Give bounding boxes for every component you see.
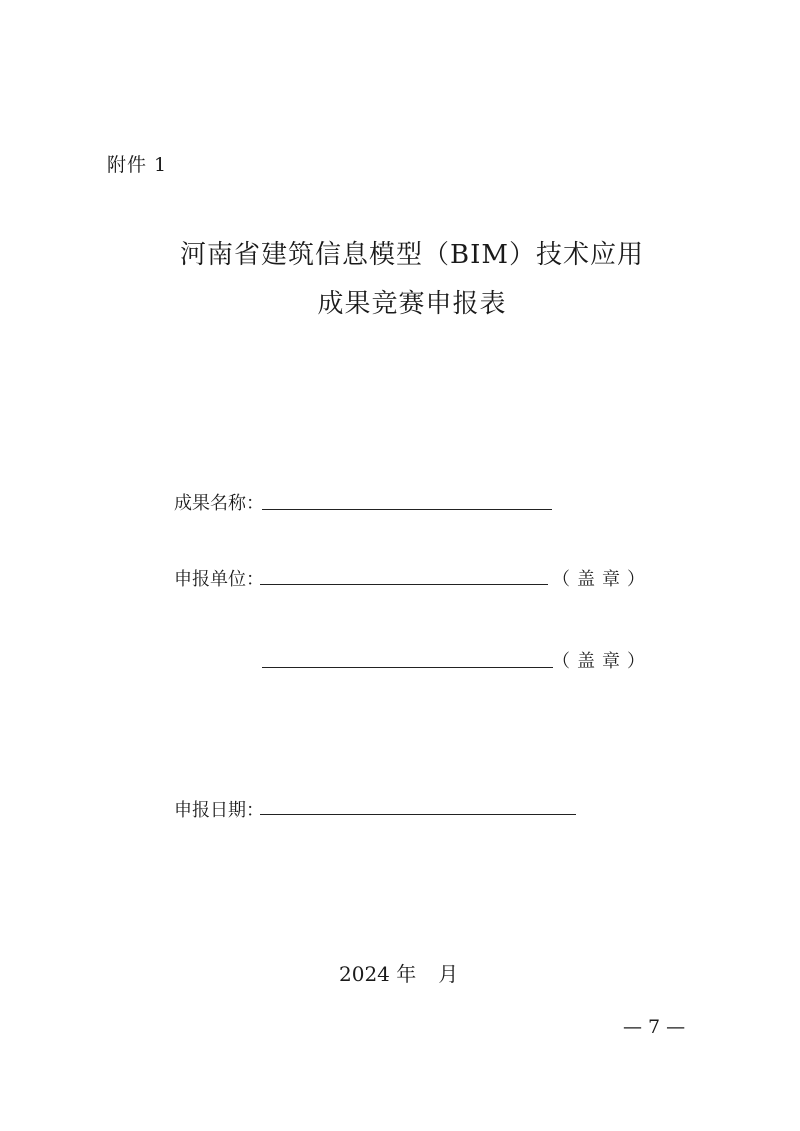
- seal-note-1: （盖章）: [552, 569, 652, 590]
- form-title-line-2: 成果竞赛申报表: [317, 289, 507, 319]
- applicant-unit-blank-2[interactable]: [262, 667, 553, 668]
- application-date-blank[interactable]: [260, 814, 576, 815]
- page-number: — 7 —: [623, 1016, 686, 1038]
- achievement-name-field: [174, 489, 264, 515]
- footer-date: [339, 958, 458, 987]
- applicant-unit-label: 申报单位：: [174, 569, 264, 590]
- applicant-unit-field: [174, 565, 264, 591]
- seal-note-2: （盖章）: [552, 651, 652, 672]
- achievement-name-label: 成果名称：: [174, 493, 264, 514]
- attachment-label: 附件 1: [107, 154, 168, 176]
- application-date-label: 申报日期：: [174, 800, 264, 821]
- achievement-name-blank[interactable]: [262, 509, 552, 510]
- application-date-field: [174, 796, 264, 822]
- form-title-line-1: 河南省建筑信息模型（BIM）技术应用: [180, 240, 644, 270]
- footer-month: 月: [438, 962, 459, 986]
- footer-year: 2024 年: [339, 962, 417, 986]
- applicant-unit-blank-1[interactable]: [260, 584, 548, 585]
